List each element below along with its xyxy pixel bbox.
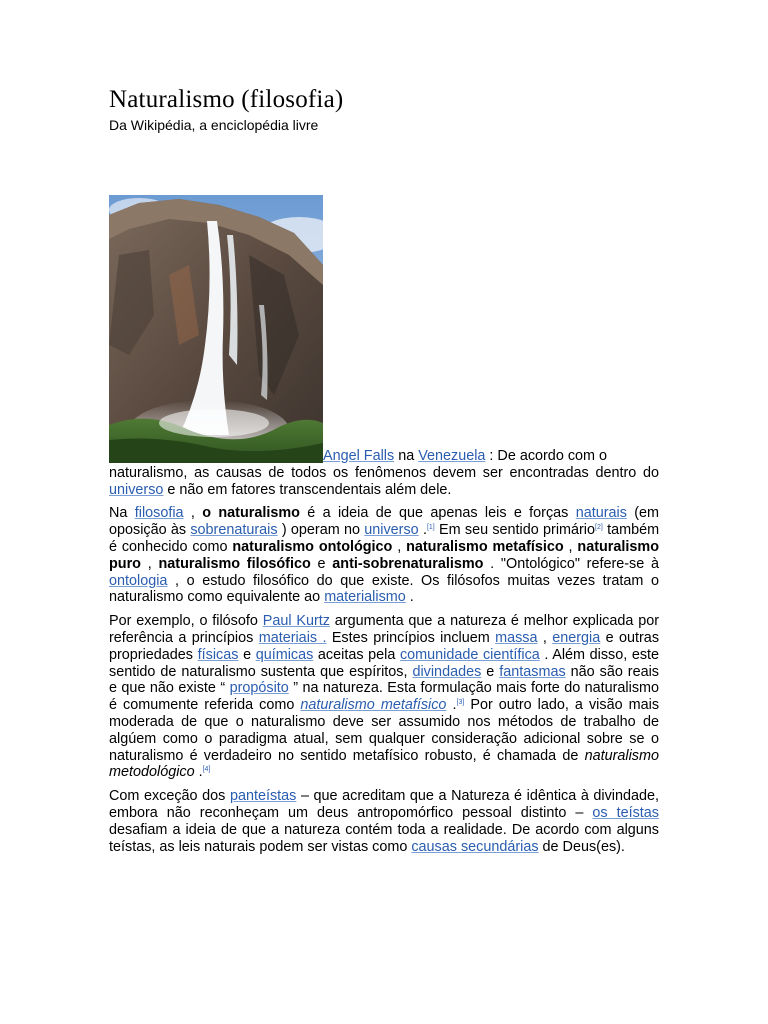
article [109,84,660,855]
p2-text: é a ideia de que apenas leis e forças [307,505,569,522]
p3-text: Estes princípios incluem [331,629,490,646]
ref-1[interactable]: [1] [426,524,435,532]
p3-text: e [243,646,252,663]
p2-bold: naturalismo metafísico [406,538,564,555]
page-title: Naturalismo (filosofia) [109,86,344,113]
p2-bold: anti-sobrenaturalismo [332,555,484,572]
p2-bold: naturalismo filosófico [158,555,311,572]
link-proposito[interactable]: propósito [229,680,289,697]
p3-text: argumenta que a natureza é melhor explicada por referência a princípios [109,613,660,646]
link-comunidade-cientifica[interactable]: comunidade científica [399,646,540,663]
p3-text: , [542,629,547,646]
p2-text: , [190,505,195,522]
link-sobrenaturais[interactable]: sobrenaturais [190,522,278,539]
p4-text: de Deus(es). [542,838,625,855]
link-materiais[interactable]: materiais . [258,629,327,646]
link-paul-kurtz[interactable]: Paul Kurtz [262,613,330,630]
p2-bold: naturalismo puro [109,538,659,572]
link-filosofia[interactable]: filosofia [134,505,184,522]
p2-text: (em oposição às [109,505,660,539]
p4-text: desafiam a ideia de que a natureza contém toda a realidade. De acordo com alguns teístas, as leis naturais podem ser vistas como [109,821,659,855]
p3-text: . [452,697,457,714]
p2-text: . [422,522,427,539]
paragraph-2 [109,505,659,606]
p3-text: . [198,764,203,781]
link-naturalismo-metafisico[interactable]: naturalismo metafísico [300,697,447,714]
p2-text: , [397,538,402,555]
link-divindades[interactable]: divindades [412,663,482,680]
link-naturais[interactable]: naturais [575,505,627,522]
link-teistas[interactable]: os teístas [592,804,659,821]
p2-text: . "Ontológico" refere-se à [490,555,660,572]
link-causas-secundarias[interactable]: causas secundárias [411,838,539,855]
p2-text: , o estudo filosófico do que existe. Os filósofos muitas vezes tratam o naturalismo como equivalente ao [109,572,659,606]
link-angel-falls[interactable]: Angel Falls [323,448,395,464]
p2-text: ) operam no [281,522,360,539]
link-venezuela[interactable]: Venezuela [418,448,486,464]
link-quimicas[interactable]: químicas [255,646,314,663]
ref-4[interactable]: [4] [202,766,211,774]
paragraph-4 [109,788,659,855]
p2-bold: o naturalismo [202,505,300,522]
p3-text: Por exemplo, o filósofo [109,613,258,630]
link-massa[interactable]: massa [495,629,538,646]
link-fisicas[interactable]: físicas [197,646,239,663]
p2-bold: naturalismo ontológico [232,538,393,555]
p4-text: – que acreditam que a Natureza é idêntica à divindade, embora não reconheçam um deus antropomórfico pessoal distinto – [109,788,660,821]
article-body [109,448,659,862]
caption-colon: : [489,448,494,464]
p3-text: . Além disso, este sentido de naturalismo sustenta que espíritos, [109,646,660,680]
p2-text: . [409,589,414,606]
link-energia[interactable]: energia [552,629,601,646]
link-panteistas[interactable]: panteístas [229,788,297,805]
link-universo[interactable]: universo [109,481,164,498]
p2-text: , [568,538,573,555]
p2-text: também é conhecido como [109,522,660,555]
link-ontologia[interactable]: ontologia [109,572,168,589]
caption-text: na [398,448,415,464]
p2-text: e [317,555,326,572]
p1-lead: De acordo com o [497,448,608,464]
p3-text: e outras propriedades [109,629,660,663]
p2-text: , [147,555,152,572]
waterfall-photo [109,195,323,463]
paragraph-1 [109,448,659,498]
image-caption [109,448,659,465]
link-fantasmas[interactable]: fantasmas [499,663,566,680]
link-materialismo[interactable]: materialismo [324,589,406,606]
p1-text-end: e não em fatores transcendentais além dele. [167,481,452,498]
p1-text: naturalismo, as causas de todos os fenômenos devem ser encontradas dentro do [109,464,659,481]
ref-2[interactable]: [2] [595,524,603,532]
link-universo-2[interactable]: universo [364,522,419,539]
p3-text: e [486,663,495,680]
ref-3[interactable]: [3] [456,699,465,707]
p3-text: aceitas pela [317,646,396,663]
p3-text: não são reais e que não existe “ [109,663,660,697]
p3-text: ” na natureza. Esta formulação mais forte do naturalismo é comumente referida como [109,680,660,714]
paragraph-3 [109,613,659,781]
p2-text: Na [109,505,128,522]
p4-text: Com exceção dos [109,788,226,805]
p3-text: Por outro lado, a visão mais moderada de que o naturalismo deve ser assumido nos métodos de trabalho de algúem como o paradigma atual, sem qualquer consideração adicional sobre se o naturalismo é verdadeiro no sentido metafísico robusto, é chamada de [109,697,660,764]
page-subtitle: Da Wikipédia, a enciclopédia livre [109,117,319,133]
p3-italic: naturalismo metodológico [109,747,659,781]
p2-text: Em seu sentido primário [439,522,596,539]
angel-falls-image[interactable] [109,195,323,463]
